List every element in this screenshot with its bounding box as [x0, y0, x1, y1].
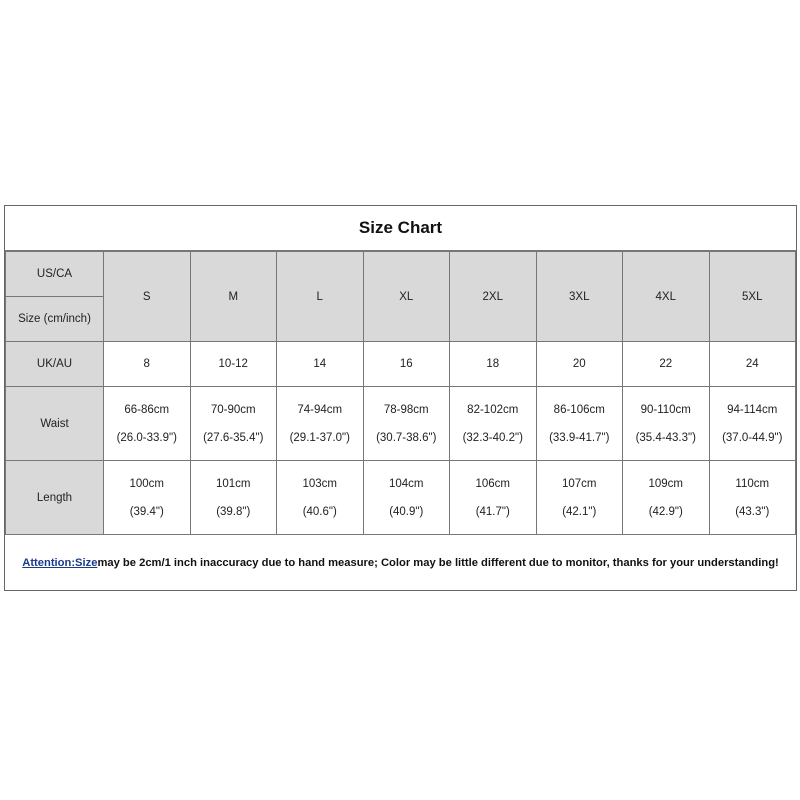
waist-cm: 74-94cm [297, 403, 343, 416]
length-cm: 103cm [302, 477, 338, 490]
waist-inch: (35.4-43.3") [635, 431, 696, 444]
waist-inch: (32.3-40.2") [462, 431, 523, 444]
length-cell [104, 461, 191, 535]
us-ca-label: US/CA [6, 252, 104, 297]
us-size-cell: 5XL [709, 252, 796, 342]
waist-inch: (29.1-37.0") [289, 431, 350, 444]
size-table [5, 251, 796, 535]
uk-size-cell: 24 [709, 342, 796, 387]
waist-row [6, 387, 796, 461]
waist-cm: 82-102cm [467, 403, 519, 416]
waist-cm: 70-90cm [210, 403, 256, 416]
waist-label: Waist [6, 387, 104, 461]
length-inch: (43.3") [735, 505, 770, 518]
waist-cm: 90-110cm [640, 403, 691, 416]
length-cm: 100cm [129, 477, 165, 490]
us-ca-row [6, 252, 796, 297]
length-inch: (40.9") [389, 505, 424, 518]
length-inch: (42.9") [648, 505, 683, 518]
attention-note [5, 535, 796, 591]
waist-cm: 66-86cm [124, 403, 170, 416]
waist-cm: 78-98cm [383, 403, 429, 416]
chart-title: Size Chart [5, 206, 796, 251]
us-size-cell: 4XL [623, 252, 710, 342]
uk-size-cell: 8 [104, 342, 191, 387]
length-cell [450, 461, 537, 535]
us-size-cell: XL [363, 252, 450, 342]
waist-cell [277, 387, 364, 461]
uk-size-cell: 22 [623, 342, 710, 387]
waist-cell [536, 387, 623, 461]
uk-size-cell: 18 [450, 342, 537, 387]
size-chart [4, 205, 797, 591]
waist-cell [190, 387, 277, 461]
us-size-cell: M [190, 252, 277, 342]
length-cm: 106cm [475, 477, 511, 490]
length-cell [277, 461, 364, 535]
waist-cell [450, 387, 537, 461]
waist-cm: 86-106cm [553, 403, 605, 416]
waist-cell [363, 387, 450, 461]
waist-cell [709, 387, 796, 461]
uk-au-label: UK/AU [6, 342, 104, 387]
length-cm: 101cm [215, 477, 251, 490]
uk-size-cell: 10-12 [190, 342, 277, 387]
length-cell [190, 461, 277, 535]
attention-label: Attention:Size [22, 557, 98, 569]
attention-text: may be 2cm/1 inch inaccuracy due to hand measure; Color may be little different due to monitor, thanks for your understanding! [97, 557, 779, 569]
uk-size-cell: 20 [536, 342, 623, 387]
waist-cell [104, 387, 191, 461]
length-inch: (42.1") [562, 505, 597, 518]
length-inch: (40.6") [302, 505, 337, 518]
waist-cell [623, 387, 710, 461]
length-inch: (39.8") [216, 505, 251, 518]
length-cm: 110cm [735, 477, 770, 490]
size-unit-label: Size (cm/inch) [6, 297, 104, 342]
length-cell [623, 461, 710, 535]
waist-inch: (37.0-44.9") [722, 431, 783, 444]
waist-inch: (30.7-38.6") [376, 431, 437, 444]
us-size-cell: S [104, 252, 191, 342]
waist-inch: (33.9-41.7") [549, 431, 610, 444]
uk-size-cell: 16 [363, 342, 450, 387]
uk-size-cell: 14 [277, 342, 364, 387]
waist-inch: (26.0-33.9") [116, 431, 177, 444]
waist-cm: 94-114cm [727, 403, 778, 416]
waist-inch: (27.6-35.4") [203, 431, 264, 444]
length-cell [536, 461, 623, 535]
uk-au-row [6, 342, 796, 387]
length-cm: 109cm [648, 477, 684, 490]
length-inch: (39.4") [129, 505, 164, 518]
us-size-cell: 3XL [536, 252, 623, 342]
length-inch: (41.7") [475, 505, 510, 518]
length-cell [363, 461, 450, 535]
length-label: Length [6, 461, 104, 535]
us-size-cell: L [277, 252, 364, 342]
length-cell [709, 461, 796, 535]
length-cm: 107cm [561, 477, 597, 490]
us-size-cell: 2XL [450, 252, 537, 342]
length-row [6, 461, 796, 535]
length-cm: 104cm [388, 477, 424, 490]
